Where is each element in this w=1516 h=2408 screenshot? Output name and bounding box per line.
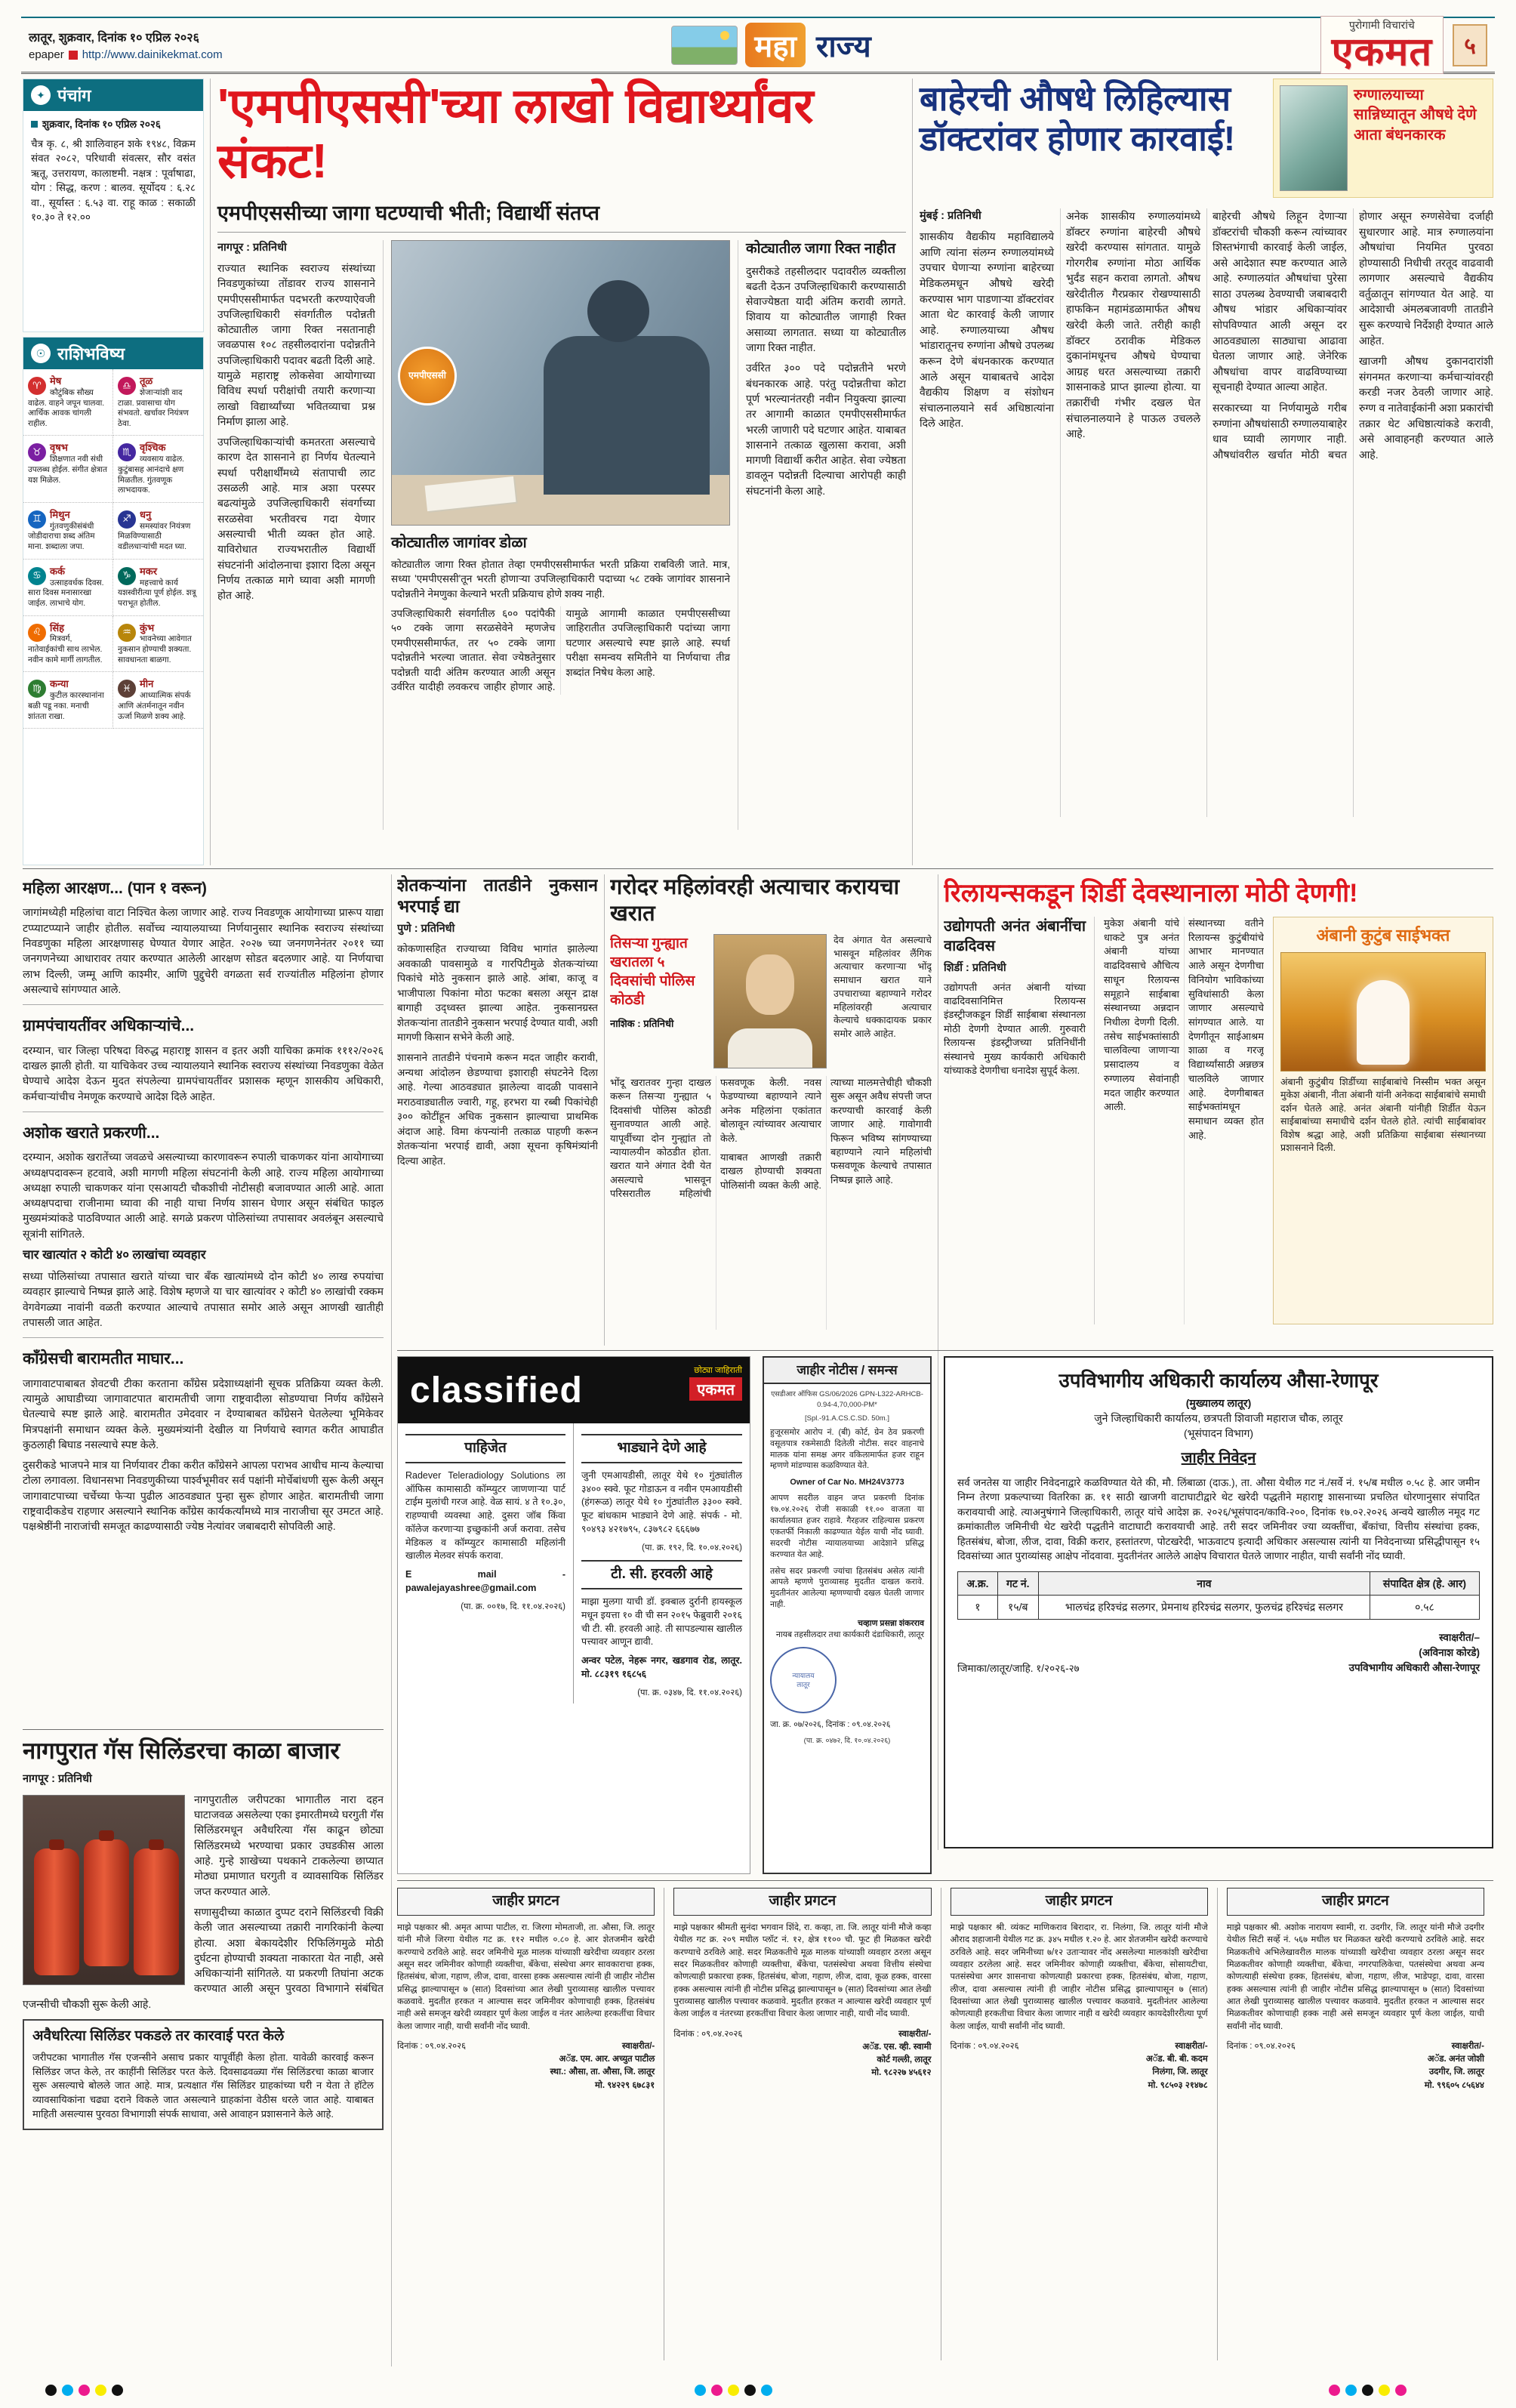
zodiac-entry: ♏ वृश्चिक व्यवसाय वाढेल. कुटुंबासह आनंदाचे क्षण मिळतील. गुंतवणूक लाभदायक. (113, 436, 203, 502)
sub-article-title: उद्योगपती अनंत अंबानींचा वाढदिवस (944, 918, 1086, 954)
section-logo (671, 23, 870, 67)
libra-icon: ♎ (118, 377, 136, 395)
brand-name: एकमत (1331, 30, 1432, 74)
article-paragraph: याबाबत आणखी तक्रारी दाखल होण्याची शक्यता पोलिसांनी व्यक्त केली आहे. त्याच्या मालमत्तेचीही चौकशी सुरू असून अवैध संपत्ती जप्त करण्याची कारवाई केली जाणार आहे. गावोगावी फिरून भविष्य सांगण्याच्या बहाण्याने त्याने महिलांची फसवणूक केल्याचे तपासात निष्पन्न झाले आहे. (720, 1076, 932, 1191)
officer-name: चव्हाण प्रसन्ना शंकरराव (858, 1619, 924, 1629)
table-cell: १ (958, 1596, 998, 1619)
article-mahila-arakshan (23, 877, 384, 997)
article-paragraph: उद्योगपती अनंत अंबानी यांच्या वाढदिवसानिमित्त रिलायन्स इंडस्ट्रीजकडून शिर्डी साईबाबा संस्थानला मोठी देणगी देण्यात आली. गुरुवारी रिलायन्स इंडस्ट्रीजच्या प्रतिनिधींनी संस्थानचे मुख्य कार्यकारी अधिकारी यांच्याकडे देणगीचा धनादेश सुपूर्द केला. (944, 981, 1086, 1077)
advocate-mobile: मो. ९९६०५ ८५६४४ (1424, 2080, 1484, 2090)
shetkari-headline: शेतकऱ्यांना तातडीने नुकसान भरपाई द्या (397, 875, 598, 917)
brand-tagline: पुरोगामी विचारांचे (1348, 19, 1415, 31)
office-department: (भूसंपादन विभाग) (1183, 1427, 1254, 1440)
office-subtitle: (मुख्यालय लातूर) (1185, 1396, 1252, 1409)
gas-headline: नागपुरात गॅस सिलिंडरचा काळा बाजार (23, 1737, 340, 1764)
land-table (957, 1571, 1480, 1620)
ad-reference: (पा. क्र. १९२, दि. १०.०४.२०२६) (642, 1543, 742, 1552)
table-header: गट नं. (997, 1571, 1038, 1595)
classified-wordmark: classified (410, 1370, 583, 1411)
ad-reference: (पा. क्र. ०३४७, दि. ११.०४.२०२६) (637, 1688, 742, 1697)
court-seal: न्यायालय लातूर (770, 1647, 837, 1713)
registration-marks (695, 2385, 772, 2396)
legal-notice: जाहीर प्रगटन माझे पक्षकार श्रीमती सुनंदा भगवान शिंदे, रा. कव्हा, ता. जि. लातूर यांनी मौजे कव्हा येथील गट क्र. २०९ मधील प्लॉट नं. १२, क्षेत्र ११०० चौ. फूट ही मिळकत खरेदी करण्याचे ठरविले आहे. सदर मिळकतीचे मूळ मालक यांच्याशी व्यवहार ठरला असून सदर मिळकतीवर कोणाही व्यक्तीचा, बँकेचा, पतसंस्थेचा अथवा वित्तीय संस्थेचा कोणत्याही प्रकारचा हक्क, हितसंबंध, बोजा, गहाण, लीज, दावा, कूळ हक्क, वारसा हक्क असल्यास त्यांनी ही नोटीस प्रसिद्ध झाल्यापासून ७ (सात) दिवसांच्या आत लेखी पुराव्यासह खालील पत्त्यावर कळवावे. मुदतीत हरकत न आल्यास खरेदी व्यवहार पूर्ण केला जाईल व नंतरच्या हरकतींचा विचार केला जाणार नाही, याची नोंद घ्यावी. दिनांक : ०९.०४.२०२६ स्वाक्षरीत/- अॅड. एस. व्ही. स्वामी कोर्ट गल्ली, लातूर मो. ९८२२७ ४५६१२ (664, 1888, 940, 2360)
page-number: ५ (1453, 24, 1487, 66)
saibhakt-box (1273, 917, 1493, 1324)
notice-paragraph: आपण सदरील वाहन जप्त प्रकरणी दिनांक १७.०४.२०२६ रोजी सकाळी ११.०० वाजता या कार्यालयात हजर राहावे. गैरहजर राहिल्यास प्रकरण एकतर्फी निकाली काढण्यात येईल याची नोंद घ्यावी. सदरची नोटीस न्यायालयाच्या आदेशाने प्रसिद्ध करण्यात येत आहे. (770, 1494, 924, 1559)
article-title: महिला आरक्षण... (पान १ वरून) (23, 880, 207, 897)
legal-notice-date: दिनांक : ०९.०४.२०२६ (950, 2041, 1019, 2051)
rashibhavishya-title: राशिभविष्य (57, 344, 125, 363)
inline-subhead: चार खात्यांत २ कोटी ४० लाखांचा व्यवहार (23, 1248, 206, 1263)
legal-notices-band (397, 1888, 1493, 2360)
zodiac-entry: ♍ कन्या कुटील कारस्थानांना बळी पडू नका. मनाची शांतता राखा. (23, 672, 113, 729)
article-paragraph: सरकारच्या या निर्णयामुळे गरीब रुग्णांना औषधांसाठी रुग्णालयाबाहेर धाव घ्यावी लागणार नाही. औषधांवरील खर्चात मोठी बचत होणार असून रुग्णसेवेचा दर्जाही सुधारणार आहे. मात्र रुग्णालयांना औषधांचा नियमित पुरवठा होण्यासाठी निधीची तरतूद वाढवावी लागणार असल्याचे वैद्यकीय वर्तुळातून सांगण्यात येत आहे. या आदेशाची अंमलबजावणी तातडीने सुरू करण्याचे निर्देशही देण्यात आले आहेत. (1212, 210, 1493, 461)
article-gas (23, 1737, 384, 2366)
notice-ref: जिमाका/लातूर/जाहि. १/२०२६-२७ (957, 1662, 1080, 1674)
table-header: नाव (1038, 1571, 1370, 1595)
cylinder-shape (84, 1839, 129, 1966)
zodiac-entry: ♊ मिथुन गुंतवणुकीसंबंधी जोडीदाराचा शब्द अंतिम माना. शब्दाला जपा. (23, 503, 113, 560)
byline: मुंबई : प्रतिनिधी (920, 210, 981, 222)
office-address: जुने जिल्हाधिकारी कार्यालय, छत्रपती शिवाजी महाराज चौक, लातूर (1094, 1411, 1343, 1424)
rashibhavishya-panel (23, 337, 204, 865)
article-paragraph: दरम्यान, चार जिल्हा परिषदा विरुद्ध महाराष्ट्र शासन व इतर अशी याचिका क्रमांक १११२/२०२६ दाखल झाली होती. या याचिकेवर उच्च न्यायालयाने स्थानिक स्वराज्य संस्थांच्या निवडणुका वेळेत घेण्याचे आदेश देऊन मुदत संपलेल्या ग्रामपंचायतींवर प्रशासक म्हणून शासकीय अधिकारी, कर्मचाऱ्यांचीच नेमणूक करण्याचे आदेश दिले आहेत. (23, 1044, 384, 1102)
mpsc-headline: 'एमपीएससी'च्या लाखो विद्यार्थ्यांवर संकट! (217, 79, 814, 188)
article-paragraph: उर्वरित ३०० पदे पदोन्नतीने भरणे बंधनकारक आहे. परंतु पदोन्नतीचा कोटा पूर्ण भरल्यानंतरही नवीन नियुक्त्या झाल्या तर आगामी काळात एमपीएससीमार्फत भरली जाणारी पदे घटणार आहेत. याबाबत शासनाने तत्काळ खुलासा करावा, अशी मागणी विद्यार्थी करीत आहेत. सेवा ज्येष्ठता डावलून पदोन्नती दिल्याचा आरोपही काही संघटनांनी केला आहे. (746, 362, 906, 497)
kharat-photo (713, 934, 827, 1068)
scenic-thumbnail (671, 26, 738, 65)
zodiac-entry: ♌ सिंह मित्रवर्ग, नातेवाईकांची साथ लाभेल. नवीन कामे मार्गी लागतील. (23, 616, 113, 673)
article-title: काँग्रेसची बारामतीत माघार... (23, 1350, 184, 1368)
registration-marks (45, 2385, 123, 2396)
advocate-mobile: मो. ९८५०३ २१४७८ (1148, 2080, 1208, 2090)
table-row (958, 1596, 1480, 1619)
zodiac-entry: ♑ मकर महत्त्वाचे कार्य यशस्वीरीत्या पूर्ण होईल. शत्रू पराभूत होतील. (113, 560, 203, 616)
ad-heading: भाड्याने देणे आहे (581, 1434, 742, 1463)
article-paragraph: अनेक शासकीय रुग्णालयांमध्ये डॉक्टर रुग्णांना बाहेरची औषधे खरेदी करण्यास सांगतात. यामुळे गोरगरीब रुग्णांना मोठा आर्थिक भुर्दंड सहन करावा लागतो. औषध खरेदीतील गैरप्रकार रोखण्यासाठी हाफकिन महामंडळामार्फत औषध खरेदी केली जाते. तरीही काही डॉक्टर ठरावीक मेडिकल दुकानांमधूनच औषधे घेण्याचा आग्रह धरत असल्याच्या तक्रारी शासनाकडे प्राप्त झाल्या होत्या. या तक्रारींची गंभीर दखल घेत संचालनालयाने हे पाऊल उचलले आहे. (1066, 210, 1200, 440)
table-header: अ.क्र. (958, 1571, 998, 1595)
byline: नागपूर : प्रतिनिधी (217, 241, 287, 254)
signature-title: उपविभागीय अधिकारी औसा-रेणापूर (1348, 1662, 1480, 1674)
legal-notice: जाहीर प्रगटन माझे पक्षकार श्री. अशोक नारायण स्वामी, रा. उदगीर, जि. लातूर यांनी मौजे उदगीर येथील सिटी सर्व्हे नं. ५६७ मधील घर मिळकत खरेदी करण्याचे ठरविले आहे. सदर मिळकतीचे अभिलेखावरील मालक यांच्याशी खरेदीचा व्यवहार ठरला असून सदर मिळकतीवर कोणाही व्यक्तीचा, बँकेचा, नगरपालिकेचा, पतसंस्थेचा अथवा अन्य कोणत्याही संस्थेचा हक्क, हितसंबंध, बोजा, गहाण, लीज, भाडेपट्टा, दावा, वारसा हक्क असल्यास त्यांनी ही जाहीर नोटीस प्रसिद्ध झाल्यापासून ७ (सात) दिवसांच्या आत लेखी पुराव्यासह खालील पत्त्यावर कळवावे. मुदतीत हरकत न आल्यास सदर मिळकतीवर कोणाचाही हक्क नाही असे समजून व्यवहार पूर्ण केला जाईल, याची सर्वांनी नोंद घ्यावी. दिनांक : ०९.०४.२०२६ स्वाक्षरीत/- अॅड. अनंत जोशी उदगीर, जि. लातूर मो. ९९६०५ ८५६४४ (1217, 1888, 1493, 2360)
article-paragraph: दुसरीकडे तहसीलदार पदावरील व्यक्तीला बढती देऊन उपजिल्हाधिकारी करण्यासाठी सेवाज्येष्ठता यादी अंतिम करावी लागते. शिवाय या कोट्यातील जागाही रिक्त असाव्या लागतात. सध्या या कोट्यातील जागा रिक्त नाहीत. (746, 264, 906, 354)
officer-designation: नायब तहसीलदार तथा कार्यकारी दंडाधिकारी, लातूर (775, 1630, 924, 1640)
sub-article-text: जरीपटका भागातील गॅस एजन्सीने असाच प्रकार यापूर्वीही केला होता. यावेळी कारवाई करून सिलिंडर जप्त केले, तर काहींनी सिलिंडर परत केले. दिवसाढवळ्या गॅस सिलिंडरचा काळा बाजार सुरू असल्याचे बोलले जात आहे. मात्र, प्रत्यक्षात गॅस सिलिंडर ग्राहकांच्या घरी न येता ते हॉटेल व्यावसायिकांना चढ्या दराने विकले जात असल्याने ग्राहकांना वेठीस धरले जात आहे. याबाबत माहिती असल्यास पुरवठा विभागाशी संपर्क साधावा, असे आवाहन प्रशासनाने केले आहे. (32, 2051, 374, 2120)
article-paragraph: उपजिल्हाधिकारी संवर्गातील ६०० पदांपैकी ५० टक्के जागा सरळसेवेने म्हणजेच एमपीएससीमार्फत, तर ५० टक्के जागा पदोन्नतीने भरल्या जातात. सेवा ज्येष्ठतेनुसार पदोन्नती यादी अंतिम करण्यात आली असून उर्वरित यादीही लवकरच जाहीर होणार आहे. यामुळे आगामी काळात एमपीएससीच्या जाहिरातीत उपजिल्हाधिकारी पदांच्या जागा घटणार असल्याचे स्पष्ट झाले आहे. स्पर्धा परीक्षा समन्वय समितीने या निर्णयाचा तीव्र शब्दांत निषेध केला आहे. (391, 607, 730, 693)
article-kharat (610, 874, 932, 1346)
article-lead: देव अंगात येत असल्याचे भासवून महिलांवर लैंगिक अत्याचार करणाऱ्या भोंदू समाधान खरात याने उपचाराच्या बहाण्याने गरोदर महिलांवरही अत्याचार केल्याचे धक्कादायक प्रकार समोर आले आहेत. (833, 934, 932, 1039)
article-paragraph: नागपुरातील जरीपटका भागातील नारा दहन घाटाजवळ असलेल्या एका इमारतीमध्ये घरगुती गॅस सिलिंडरमधून अवैधरित्या गॅस काढून छोट्या सिलिंडरमध्ये भरण्याचा प्रकार उघडकीस आला आहे. गुन्हे शाखेच्या पथकाने टाकलेल्या छाप्यात मोठ्या प्रमाणात घरगुती व व्यावसायिक सिलिंडर जप्त करण्यात आले. (194, 1793, 384, 1898)
panchang-panel (23, 79, 204, 332)
website-link[interactable]: http://www.dainikekmat.com (82, 48, 223, 61)
article-mpsc (217, 79, 906, 865)
notice-body: सर्व जनतेस या जाहीर निवेदनाद्वारे कळविण्यात येते की, मौ. लिंबाळा (दाऊ.), ता. औसा येथील गट नं./सर्वे नं. १५/ब मधील ०.५८ हे. आर जमीन निम्न तेरणा प्रकल्पाच्या वितरिका क्र. ११ साठी खाजगी वाटाघाटीद्वारे थेट खरेदी पद्धतीने महाराष्ट्र शासनाच्या प्रचलित धोरणानुसार संपादित करावयाची आहे. त्याअनुषंगाने जिल्हाधिकारी, लातूर यांचे आदेश क्र. २०२६/भूसंपादन/कावि-२००, दिनांक १७.०२.२०२६ अन्वये खालील नमूद गट क्रमांकातील जमिनीची थेट खरेदी पद्धतीने वाटाघाटी करावयाची आहे. तरी सदर जमिनीवर ज्या व्यक्तींचा, बँकांचा, वित्तीय संस्थांचा हक्क, हितसंबंध, बोजा, लीज, दावा, विक्री करार, हस्तांतरण, पोटखरेदी, भाऊवाटप इत्यादी अधिकार असल्यास त्यांनी या निवेदनाच्या प्रसिद्धीपासून १५ दिवसांच्या आत पुराव्यांसह आक्षेप नोंदवावा. मुदतीनंतर आलेले आक्षेप विचारात घेतले जाणार नाहीत, याची सर्वांनी नोंद घ्यावी. (957, 1476, 1480, 1562)
signature-label: स्वाक्षरीत/– (1439, 1631, 1480, 1643)
legal-notice-body: माझे पक्षकार श्रीमती सुनंदा भगवान शिंदे, रा. कव्हा, ता. जि. लातूर यांनी मौजे कव्हा येथील गट क्र. २०९ मधील प्लॉट नं. १२, क्षेत्र ११०० चौ. फूट ही मिळकत खरेदी करण्याचे ठरविले आहे. सदर मिळकतीचे मूळ मालक यांच्याशी व्यवहार ठरला असून सदर मिळकतीवर कोणाही व्यक्तीचा, बँकेचा, पतसंस्थेचा अथवा वित्तीय संस्थेचा कोणत्याही प्रकारचा हक्क, हितसंबंध, बोजा, गहाण, लीज, दावा, कूळ हक्क, वारसा हक्क असल्यास त्यांनी ही नोटीस प्रसिद्ध झाल्यापासून ७ (सात) दिवसांच्या आत लेखी पुराव्यासह खालील पत्त्यावर कळवावे. मुदतीत हरकत न आल्यास खरेदी व्यवहार पूर्ण केला जाईल व नंतरच्या हरकतींचा विचार केला जाणार नाही, याची नोंद घ्यावी. (673, 1922, 932, 2019)
advocate-mobile: मो. ९८२२७ ४५६१२ (871, 2068, 932, 2078)
article-title: अशोक खराते प्रकरणी... (23, 1124, 160, 1142)
legal-notice-title: जाहीर प्रगटन (673, 1888, 931, 1916)
panchang-date: शुक्रवार, दिनांक १० एप्रिल २०२६ (42, 119, 161, 130)
article-ashok-kharate (23, 1112, 384, 1330)
doctor-headline: बाहेरची औषधे लिहिल्यास डॉक्टरांवर होणार कारवाई! (920, 79, 1235, 159)
legal-notice: जाहीर प्रगटन माझे पक्षकार श्री. व्यंकट माणिकराव बिरादार, रा. निलंगा, जि. लातूर यांनी मौजे औराद शहाजानी येथील गट क्र. ३४५ मधील १.२० हे. आर शेतजमीन खरेदी करण्याचे ठरविले आहे. सदर जमिनीच्या ७/१२ उताऱ्यावर नोंद असलेल्या मालकांशी खरेदीचा व्यवहार ठरलेला आहे. सदर जमिनीवर कोणाही व्यक्तीचा, बँकेचा, सोसायटीचा, पतसंस्थेचा अगर शासनाचा कोणत्याही प्रकारचा हक्क, हितसंबंध, बोजा, गहाण, लीज, दावा असल्यास त्यांनी ही जाहीर नोटीस प्रसिद्ध झाल्यापासून ७ (सात) दिवसांच्या आत लेखी पुराव्यासह खालील पत्त्यावर कळवावे. मुदतीनंतर आलेल्या कोणत्याही हरकतीचा विचार केला जाणार नाही व खरेदी व्यवहार कायदेशीररीत्या पूर्ण केला जाईल, याची सर्वांनी नोंद घ्यावी. दिनांक : ०९.०४.२०२६ स्वाक्षरीत/- अॅड. बी. बी. कदम निलंगा, जि. लातूर मो. ९८५०३ २१४७८ (941, 1888, 1217, 2360)
legal-notice-title: जाहीर प्रगटन (951, 1888, 1208, 1916)
aries-icon: ♈ (28, 377, 46, 395)
epaper-label: epaper (29, 48, 64, 61)
sub-article-title: अवैधरित्या सिलिंडर पकडले तर कारवाई परत केले (32, 2027, 285, 2044)
advocate-mobile: मो. ९४२२९ ६७८३१ (595, 2080, 655, 2090)
govt-notice (944, 1356, 1493, 1848)
ad-email[interactable]: E mail - pawalejayashree@gmail.com (405, 1569, 565, 1593)
article-paragraph: सणासुदीच्या काळात दुप्पट दराने सिलिंडरची विक्री केली जात असल्याच्या तक्रारी नागरिकांनी केल्या होत्या. अशा बेकायदेशीर रिफिलिंगमुळे मोठी दुर्घटना होण्याची शक्यता नाकारता येत नाही, असे अधिकाऱ्यांनी सांगितले. या प्रकरणी तिघांना अटक करण्यात आली असून पुरवठा विभागाने संबंधित एजन्सीची चौकशी सुरू केली आहे. (23, 1905, 384, 2010)
classified-column (398, 1423, 574, 1703)
photo-caption-head: कोट्यातील जागांवर डोळा (391, 534, 527, 551)
mpsc-subhead: एमपीएससीच्या जागा घटण्याची भीती; विद्यार्थी संतप्त (217, 201, 600, 224)
table-cell: १५/ब (997, 1596, 1038, 1619)
bullet-icon (31, 121, 38, 128)
panchang-title: पंचांग (57, 86, 91, 105)
taurus-icon: ♉ (28, 443, 46, 461)
classified-tagline: छोट्या जाहिराती (694, 1366, 742, 1375)
gas-sub-article (23, 2019, 384, 2130)
article-paragraph: दुसरीकडे भाजपने मात्र या निर्णयावर टीका करीत काँग्रेसने आपला पराभव आधीच मान्य केल्याचा टोला लगावला. विधानसभा निवडणुकीच्या पार्श्वभूमीवर सर्व पक्षांनी मोर्चेबांधणी सुरू केली असून जागावाटपाच्या चर्चेच्या फेऱ्या पुढील आठवड्यात पुन्हा सुरू होणार आहेत. बारामतीची जागा राष्ट्रवादीकडेच राहणार असल्याने स्थानिक काँग्रेस कार्यकर्त्यांमध्ये मात्र नाराजीचा सूर उमटत आहे. पक्षश्रेष्ठींनी नाराजांची समजूत काढण्यासाठी ज्येष्ठ नेत्यांवर जबाबदारी सोपविली आहे. (23, 1459, 384, 1533)
photo-caption-text: कोट्यातील जागा रिक्त होतात तेव्हा एमपीएससीमार्फत भरती प्रक्रिया राबविली जाते. मात्र, सध्या 'एमपीएससी'तून भरती होणाऱ्या उपजिल्हाधिकारी पदाच्या ५८ टक्के जागांवर शासनाने पदोन्नतीने नेमणुका केल्याने भरती प्रक्रियाच होणे शक्य नाही. (391, 558, 730, 600)
article-paragraph: सध्या पोलिसांच्या तपासात खराते यांच्या चार बँक खात्यांमध्ये दोन कोटी ४० लाख रुपयांचा व्यवहार झाल्याचे निष्पन्न झाले आहे. विशेष म्हणजे या चार खात्यांवर २ कोटी ४० लाखांची रक्कम वेगवेगळ्या नावांनी वळती करण्यात आल्याचे तपासात समोर आले असून आणखी खातीही तपासली जात आहेत. (23, 1269, 384, 1328)
panchang-body: चैत्र कृ. ८, श्री शालिवाहन शके १९४८, विक्रम संवत २०८२, परिधावी संवत्सर, सौर वसंत ऋतू, उत्तरायण, कालाष्टमी. नक्षत्र : पूर्वाषाढा, योग : सिद्ध, करण : बालव. सूर्योदय : ६.२८ वा., सूर्यास्त : ६.५३ वा. राहू काळ : सकाळी १०.३० ते १२.०० (31, 137, 196, 224)
pisces-icon: ♓ (118, 680, 136, 698)
section-logo-part2: राज्य (815, 30, 871, 63)
medicine-photo (1280, 85, 1348, 191)
dateline-block (29, 29, 223, 61)
sai-idol-silhouette (1357, 980, 1410, 1065)
table-cell: भालचंद्र हरिश्चंद्र सलगर, प्रेमनाथ हरिश्चंद्र सलगर, फुलचंद्र हरिश्चंद्र सलगर (1038, 1596, 1370, 1619)
article-doctor (920, 79, 1493, 865)
mpsc-photo (391, 240, 730, 526)
article-paragraph: शासकीय वैद्यकीय महाविद्यालये आणि त्यांना संलग्न रुग्णालयांमध्ये उपचार घेणाऱ्या रुग्णांना बाहेरच्या मेडिकलमधून औषधे खरेदी करण्यास भाग पाडणाऱ्या डॉक्टरांवर आता थेट कारवाई केली जाणार आहे. रुग्णालयाच्या औषध भांडारातूनच रुग्णांना औषधे उपलब्ध करून देणे बंधनकारक करण्यात आले असून याबाबतचे आदेश वैद्यकीय शिक्षण व संशोधन संचालनालयाने सर्व अधिष्ठात्यांना दिले आहेत. (920, 230, 1054, 430)
sai-photo (1280, 952, 1486, 1071)
kharat-headline: गरोदर महिलांवरही अत्याचार करायचा खरात (610, 875, 900, 927)
registration-marks (1329, 2385, 1407, 2396)
legal-notice-date: दिनांक : ०९.०४.२०२६ (397, 2041, 467, 2051)
notice-car-number: Owner of Car No. MH24V3773 (790, 1478, 904, 1488)
legal-notice-date: दिनांक : ०९.०४.२०२६ (1226, 2041, 1296, 2051)
article-grampanchayat (23, 1004, 384, 1104)
notice-ref: [Spl.-91.A.CS.C.SD. 50m.] (805, 1414, 889, 1423)
article-paragraph: कोकणासहित राज्याच्या विविध भागांत झालेल्या अवकाळी पावसामुळे व गारपिटीमुळे शेतकऱ्यांच्या पिकांचे मोठे नुकसान झाले आहे. आंबा, काजू व भाजीपाला पिकांना मोठा फटका बसला असून द्राक्ष बागाही उद्ध्वस्त झाल्या आहेत. नुकसानग्रस्त शेतकऱ्यांना तातडीने नुकसान भरपाई देण्यात यावी, अशी मागणी किसान सभेने केली आहे. (397, 943, 598, 1044)
brand-box (1320, 16, 1444, 74)
notice-ref: एसडीआर ऑफिस GS/06/2026 GPN-L322-ARHCB-0.94-4,70,000-PM* (771, 1390, 923, 1409)
saibhakt-title: अंबानी कुटुंब साईभक्त (1316, 926, 1450, 945)
gas-cylinder-photo (23, 1795, 185, 1985)
section-logo-part1: महा (745, 23, 806, 67)
article-paragraph: जागावाटपाबाबत शेवटची टीका करताना काँग्रेस प्रदेशाध्यक्षांनी सूचक प्रतिक्रिया व्यक्त केली. त्यामुळे आघाडीच्या जागावाटपात बारामतीची जागा राष्ट्रवादीला सोडण्याचा निर्णय काँग्रेसने घेतल्याचे स्पष्ट झाले आहे. बारामतीत उमेदवार न देण्याबाबत काँग्रेसने घेतलेल्या भूमिकेवर मित्रपक्षांनी समाधान व्यक्त केले. मुख्यमंत्र्यांनी देखील या निर्णयाचे स्वागत करीत आघाडीत कुठलाही बिघाड नसल्याचे स्पष्ट केले. (23, 1377, 384, 1451)
reliance-headline: रिलायन्सकडून शिर्डी देवस्थानाला मोठी देणगी! (944, 879, 1358, 908)
advocate-name: अॅड. एस. व्ही. स्वामी (862, 2042, 932, 2052)
notice-heading: जाहीर निवेदन (1181, 1449, 1256, 1466)
byline: नाशिक : प्रतिनिधी (610, 1018, 674, 1030)
article-title: ग्रामपंचायतींवर अधिकाऱ्यांचे... (23, 1017, 195, 1035)
table-header: संपादित क्षेत्र (हे. आर) (1370, 1571, 1479, 1595)
kharat-subhead: तिसऱ्या गुन्ह्यात खरातला ५ दिवसांची पोलिस कोठडी (610, 935, 695, 1008)
photo-person-body (728, 1028, 812, 1068)
zodiac-entry: ♓ मीन आध्यात्मिक संपर्क आणि अंतर्मनातून नवीन ऊर्जा मिळणे शक्य आहे. (113, 672, 203, 729)
zodiac-icon: ☉ (31, 344, 51, 363)
zodiac-entry: ♈ मेष कौटुंबिक सौख्य वाढेल. वाहने जपून चालवा. आर्थिक आवक चांगली राहील. (23, 369, 113, 436)
article-paragraph: जागांमध्येही महिलांचा वाटा निश्चित केला जाणार आहे. राज्य निवडणूक आयोगाच्या प्रारूप याद्या टप्प्याटप्प्याने जाहीर होतील. सर्वोच्च न्यायालयाच्या निर्णयानुसार स्थानिक स्वराज्य संस्थांच्या निवडणुका महिला आरक्षणासह घेण्यात येणार आहेत. २०२७ च्या जनगणनेनंतर २०११ च्या जनगणनेच्या आधारावर तयार करण्यात आलेली आरक्षण सोडत बदलणार आहे. या निर्णयाचा लाभ दिल्ली, जम्मू आणि काश्मीर, आणि पुद्दुचेरी वगळता सर्व राज्यांतील महिलांना होणार असल्याचे सांगण्यात आले. (23, 906, 384, 995)
rashibhavishya-header (23, 338, 203, 369)
notice-paragraph: हुजूरसमोर आरोप नं. (बी) कोर्ट, ग्रेन ठेव प्रकरणी वसूलपात्र रकमेसाठी दिलेली नोटीस. सदर वाहनाचे मालक यांना समक्ष अगर वकिलामार्फत हजर राहून म्हणणे मांडण्यास कळविण्यात येते. (770, 1427, 924, 1471)
notice-title: जाहीर नोटीस / समन्स (764, 1358, 930, 1384)
ad-reference: (पा. क्र. ००१७, दि. ११.०४.२०२६) (461, 1602, 565, 1611)
classified-logo (398, 1357, 750, 1423)
saibhakt-text: अंबानी कुटुंबीय शिर्डीच्या साईबाबांचे निस्सीम भक्त असून मुकेश अंबानी, नीता अंबानी यांनी अनेकदा साईबाबांचे समाधी दर्शन घेतले आहे. अनंत अंबानी यांनीही शिर्डीत येऊन साईबाबांच्या समाधीचे दर्शन घेतले होते. त्यांची साईबाबांवर विशेष श्रद्धा आहे, अशी प्रतिक्रिया साईबाबा संस्थानच्या प्रशासनाने दिली. (1280, 1076, 1486, 1154)
court-notice (763, 1356, 932, 1874)
classified-section (397, 1356, 750, 1874)
legal-notice: जाहीर प्रगटन माझे पक्षकार श्री. अमृत आप्पा पाटील, रा. जिरगा मोमताजी, ता. औसा, जि. लातूर यांनी मौजे जिरगा येथील गट क्र. ११२ मधील ०.८० हे. आर शेतजमीन खरेदी करण्याचे ठरविले आहे. सदर जमिनीचे मूळ मालक यांच्याशी खरेदीचा व्यवहार ठरला असून सदर जमिनीवर कोणाही व्यक्तीचा, बँकेचा, संस्थेचा अगर सावकाराचा हक्क, हितसंबंध, बोजा, गहाण, लीज, दावा, वारसा हक्क असल्यास त्यांनी ही जाहीर नोटीस प्रसिद्ध झाल्यापासून ७ (सात) दिवसांच्या आत लेखी पुराव्यासह खालील पत्त्यावर कळवावे. मुदतीत हरकत न आल्यास सदर जमिनीवर कोणाचाही हक्क, हितसंबंध नाही असे समजून खरेदी व्यवहार पूर्ण केला जाईल व नंतर आलेल्या हरकतींचा विचार केला जाणार नाही, याची सर्वांनी नोंद घ्यावी. दिनांक : ०९.०४.२०२६ स्वाक्षरीत/- अॅड. एम. आर. अच्युत पाटील स्था.: औसा, ता. औसा, जि. लातूर मो. ९४२२९ ६७८३१ (397, 1888, 664, 2360)
article-paragraph: बाहेरची औषधे लिहून देणाऱ्या डॉक्टरांची चौकशी करून त्यांच्यावर शिस्तभंगाची कारवाई केली जाईल, असे आदेशात स्पष्ट करण्यात आले आहे. रुग्णालयांत औषधांचा पुरेसा साठा उपलब्ध ठेवण्याची जबाबदारी औषध भांडार अधिकाऱ्यांवर सोपविण्यात आली असून दर आठवड्याला साठ्याचा आढावा घेतला जाणार आहे. जेनेरिक औषधांचा वापर वाढविण्याच्या सूचनाही देण्यात आल्या आहेत. (1212, 210, 1347, 393)
ad-heading: पाहिजेत (405, 1434, 565, 1463)
advocate-name: अॅड. अनंत जोशी (1427, 2055, 1484, 2064)
highlight-text: रुग्णालयाच्या सान्निध्यातून औषधे देणे आता बंधनकारक (1354, 87, 1477, 143)
dateline: लातूर, शुक्रवार, दिनांक १० एप्रिल २०२६ (29, 32, 199, 45)
article-paragraph: संस्थानच्या वतीने रिलायन्स कुटुंबीयांचे आभार मानण्यात आले असून देणगीचा विनियोग भाविकांच्या सुविधांसाठी केला जाणार असल्याचे सांगण्यात आले. या देणगीतून साईआश्रम शाळा व गरजू विद्यार्थ्यांसाठी अन्नछत्र चालविले जाणार आहे. देणगीबाबत साईभक्तांमधून समाधान व्यक्त होत आहे. (1188, 917, 1264, 1141)
article-paragraph: राज्यात स्थानिक स्वराज्य संस्थांच्या निवडणुकांच्या तोंडावर राज्य शासनाने एमपीएससीमार्फत पदभरती करण्याऐवजी उपजिल्हाधिकारी संवर्गातील पदोन्नती कोट्यातील जागा रिक्त नसतानाही जवळपास १०८ तहसीलदारांना पदोन्नतीने उपजिल्हाधिकारी पदावर बढती दिली आहे. यामुळे महाराष्ट्र लोकसेवा आयोगाच्या विविध स्पर्धा परीक्षांची तयारी करणाऱ्या लाखो विद्यार्थ्यांच्या भवितव्याचा प्रश्न निर्माण झाला आहे. (217, 261, 375, 427)
virgo-icon: ♍ (28, 680, 46, 698)
article-anant-birthday (944, 917, 1095, 1324)
table-cell: ०.५८ (1370, 1596, 1479, 1619)
ad-text: जुनी एमआयडीसी, लातूर येथे १० गुंठ्यांतील ३४०० स्क्वे. फूट गोडाऊन व नवीन एमआयडीसी (हंगरूळ) लातूर येथे १० गुंठ्यांतील ३३०० स्क्वे. फूट बांधकाम भाड्याने देणे आहे. संपर्क - मो. ९०४९३ ४२१७९५, ८३७९८२ ६६६७७ (581, 1469, 742, 1534)
advocate-name: अॅड. एम. आर. अच्युत पाटील (559, 2055, 655, 2064)
legal-notice-date: दिनांक : ०९.०४.२०२६ (673, 2029, 743, 2039)
zodiac-entry: ♋ कर्क उत्साहवर्धक दिवस. सारा दिवस मनासारखा जाईल. लाभाचे योग. (23, 560, 113, 616)
photo-person-silhouette (544, 336, 710, 495)
photo-person-head (587, 280, 649, 342)
legal-notice-body: माझे पक्षकार श्री. व्यंकट माणिकराव बिरादार, रा. निलंगा, जि. लातूर यांनी मौजे औराद शहाजानी येथील गट क्र. ३४५ मधील १.२० हे. आर शेतजमीन खरेदी करण्याचे ठरविले आहे. सदर जमिनीच्या ७/१२ उताऱ्यावर नोंद असलेल्या मालकांशी खरेदीचा व्यवहार ठरलेला आहे. सदर जमिनीवर कोणाही व्यक्तीचा, बँकेचा, सोसायटीचा, पतसंस्थेचा अगर शासनाचा कोणत्याही प्रकारचा हक्क, हितसंबंध, बोजा, गहाण, लीज, दावा असल्यास त्यांनी ही जाहीर नोटीस प्रसिद्ध झाल्यापासून ७ (सात) दिवसांच्या आत लेखी पुराव्यासह खालील पत्त्यावर कळवावे. मुदतीनंतर आलेल्या कोणत्याही हरकतीचा विचार केला जाणार नाही व खरेदी व्यवहार कायदेशीररीत्या पूर्ण केला जाईल, याची सर्वांनी नोंद घ्यावी. (950, 1922, 1208, 2031)
cylinder-shape (34, 1848, 79, 1975)
advocate-name: अॅड. बी. बी. कदम (1145, 2055, 1208, 2064)
notice-dateline: जा. क्र. ०७/२०२६, दिनांक : ०९.०४.२०२६ (770, 1719, 891, 1729)
cylinder-shape (134, 1848, 179, 1975)
zodiac-entry: ♐ धनु समस्यांवर नियंत्रण मिळविण्यासाठी वडीलधाऱ्यांची मदत घ्या. (113, 503, 203, 560)
notice-paragraph: तसेच सदर प्रकरणी ज्यांचा हितसंबंध असेल त्यांनी आपले म्हणणे पुराव्यासह मुदतीत दाखल करावे. मुदतीनंतर आलेल्या म्हणण्याची दखल घेतली जाणार नाही. (770, 1566, 924, 1610)
sagittarius-icon: ♐ (118, 510, 136, 529)
article-shetkari (397, 874, 598, 1346)
signature-name: (अविनाश कोरडे) (1419, 1646, 1480, 1658)
classified-column (574, 1423, 750, 1703)
leo-icon: ♌ (28, 624, 46, 642)
legal-notice-title: जाहीर प्रगटन (397, 1888, 655, 1916)
mpsc-logo-badge: एमपीएससी (398, 347, 457, 405)
zodiac-entry: ♉ वृषभ शिक्षणात नवी संधी उपलब्ध होईल. संगीत क्षेत्रात यश मिळेल. (23, 436, 113, 502)
notice-ref-bottom: (पा. क्र. ०४७२, दि. १०.०४.२०२६) (803, 1736, 891, 1745)
article-paragraph: उपजिल्हाधिकाऱ्यांची कमतरता असल्याचे कारण देत शासनाने हा निर्णय घेतल्याने स्पर्धा परीक्षार्थींमध्ये संतापाची लाट उसळली आहे. मात्र अशा परस्पर बढत्यांमुळे उपजिल्हाधिकारी संवर्गाच्या सरळसेवा भरतीवरच गदा येणार असल्याची भीती व्यक्त होत आहे. याविरोधात राज्यभरातील विद्यार्थी संघटनांनी आंदोलनाचा इशारा दिला असून निर्णय तत्काळ मागे घ्यावा अशी मागणी होत आहे. (217, 436, 375, 602)
doctor-highlight-box (1273, 79, 1493, 198)
article-paragraph: भोंदू खरातवर गुन्हा दाखल करून तिसऱ्या गुन्ह्यात ५ दिवसांची पोलिस कोठडी सुनावण्यात आली आहे. यापूर्वीच्या दोन गुन्ह्यांत तो न्यायालयीन कोठडीत होता. खरात याने अंगात देवी येत असल्याचे भासवून परिसरातील महिलांची फसवणूक केली. नवस फेडण्याच्या बहाण्याने त्याने अनेक महिलांना एकांतात बोलावून त्यांच्यावर अत्याचार केले. (610, 1076, 821, 1200)
article-paragraph: खाजगी औषध दुकानदारांशी संगनमत करणाऱ्या कर्मचाऱ्यांवरही करडी नजर ठेवली जाणार आहे. रुग्ण व नातेवाईकांनी अशा प्रकारांची तक्रार थेट अधिष्ठात्यांकडे करावी, असे आवाहनही करण्यात आले आहे. (1359, 355, 1493, 461)
sub-headline: कोट्यातील जागा रिक्त नाहीत (746, 240, 896, 257)
gemini-icon: ♊ (28, 510, 46, 529)
ad-text: Radever Teleradiology Solutions ला ऑफिस कामासाठी कॉम्प्युटर जाणणाऱ्या पार्ट टाईम मुलांची गरज आहे. वेळ सायं. ४ ते १०.३०, राहण्याची व्यवस्था आहे. दुसरा जॉब किंवा कॉलेज करणाऱ्या इच्छुकांनी अर्ज करावा. तसेच मेडिकल व कॉम्प्युटर कामासाठी महिलांनी खालील मेलवर संपर्क करावा. (405, 1469, 565, 1562)
legal-notice-title: जाहीर प्रगटन (1227, 1888, 1484, 1916)
capricorn-icon: ♑ (118, 567, 136, 585)
article-paragraph: शासनाने तातडीने पंचनामे करून मदत जाहीर करावी, अन्यथा आंदोलन छेडण्याचा इशाराही संघटनेने दिला आहे. गेल्या आठवड्यात झालेल्या वादळी पावसाने मराठवाड्यातील ज्वारी, गहू, हरभरा या रब्बी पिकांचेही ३०० कोटींहून अधिक नुकसान झाल्याचा प्राथमिक अंदाज आहे. विमा कंपन्यांनी तत्काळ पाहणी करून शेतकऱ्यांना भरपाई द्यावी, अशा सूचना कृषिमंत्र्यांनी दिल्या आहेत. (397, 1052, 598, 1167)
cancer-icon: ♋ (28, 567, 46, 585)
byline: पुणे : प्रतिनिधी (397, 923, 455, 936)
calendar-icon: ✦ (31, 85, 51, 105)
epaper-icon (69, 51, 78, 60)
zodiac-entry: ♎ तूळ शेजाऱ्यांशी वाद टाळा. प्रवासाचा योग संभवतो. खर्चावर नियंत्रण ठेवा. (113, 369, 203, 436)
article-paragraph: मुकेश अंबानी यांचे धाकटे पुत्र अनंत अंबानी यांच्या वाढदिवसाचे औचित्य साधून रिलायन्स समूहाने साईबाबा संस्थानच्या अन्नदान निधीला देणगी दिली. तसेच साईभक्तांसाठी चालविल्या जाणाऱ्या प्रसादालय व रुग्णालय सेवांनाही मदत जाहीर करण्यात आली. (1104, 917, 1179, 1113)
zodiac-grid (23, 369, 203, 729)
ad-text: माझा मुलगा याची डॉ. इक्बाल दुर्रानी हायस्कूल मधून इयत्ता १० वी ची सन २०१५ फेब्रुवारी २०१६ ची टी. सी. हरवली आहे. ती सापडल्यास खालील पत्त्यावर आणून द्यावी. (581, 1596, 742, 1648)
article-paragraph: दरम्यान, अशोक खरातेंच्या जवळचे असल्याच्या कारणावरून रुपाली चाकणकर यांना आयोगाच्या अध्यक्षपदावरून हटवावे, अशी मागणी महिला संघटनांनी केली आहे. राज्य महिला आयोगाच्या अध्यक्षा रुपाली चाकणकर यांना एसआयटी चौकशीची नोटीसही बजावण्यात आली आहे. आता अध्यक्षपदाचा राजीनामा घ्यावा की नाही याचा निर्णय शासन घेणार असून संबंधित फाइल मुख्यमंत्र्यांकडे पाठविण्यात आली आहे. सगळे प्रकरण पोलिसांच्या तपासावर अवलंबून असल्याचे सूत्रांनी सांगितले. (23, 1151, 384, 1240)
legal-notice-body: माझे पक्षकार श्री. अशोक नारायण स्वामी, रा. उदगीर, जि. लातूर यांनी मौजे उदगीर येथील सिटी सर्व्हे नं. ५६७ मधील घर मिळकत खरेदी करण्याचे ठरविले आहे. सदर मिळकतीचे अभिलेखावरील मालक यांच्याशी खरेदीचा व्यवहार ठरला असून सदर मिळकतीवर कोणाही व्यक्तीचा, बँकेचा, नगरपालिकेचा, पतसंस्थेचा अथवा अन्य कोणत्याही संस्थेचा हक्क, हितसंबंध, बोजा, गहाण, लीज, भाडेपट्टा, दावा, वारसा हक्क असल्यास त्यांनी ही जाहीर नोटीस प्रसिद्ध झाल्यापासून ७ (सात) दिवसांच्या आत लेखी पुराव्यासह खालील पत्त्यावर कळवावे. मुदतीत हरकत न आल्यास सदर मिळकतीवर कोणाचाही हक्क नाही असे समजून व्यवहार पूर्ण केला जाईल, याची सर्वांनी नोंद घ्यावी. (1226, 1922, 1484, 2031)
zodiac-entry: ♒ कुंभ भावनेच्या आवेगात नुकसान होण्याची शक्यता. सावधानता बाळगा. (113, 616, 203, 673)
office-title: उपविभागीय अधिकारी कार्यालय औसा-रेणापूर (1058, 1369, 1379, 1392)
ad-address: अन्वर पटेल, नेहरू नगर, खडगाव रोड, लातूर. मो. ८८३१९ १६८५६ (581, 1655, 742, 1679)
ad-heading: टी. सी. हरवली आहे (581, 1560, 742, 1589)
continuation-column (23, 874, 384, 1723)
article-reliance (944, 874, 1493, 1346)
aquarius-icon: ♒ (118, 624, 136, 642)
panchang-header (23, 79, 203, 111)
byline: नागपूर : प्रतिनिधी (23, 1772, 92, 1785)
masthead-bar (21, 17, 1495, 74)
scorpio-icon: ♏ (118, 443, 136, 461)
legal-notice-body: माझे पक्षकार श्री. अमृत आप्पा पाटील, रा. जिरगा मोमताजी, ता. औसा, जि. लातूर यांनी मौजे जिरगा येथील गट क्र. ११२ मधील ०.८० हे. आर शेतजमीन खरेदी करण्याचे ठरविले आहे. सदर जमिनीचे मूळ मालक यांच्याशी खरेदीचा व्यवहार ठरला असून सदर जमिनीवर कोणाही व्यक्तीचा, बँकेचा, संस्थेचा अगर सावकाराचा हक्क, हितसंबंध, बोजा, गहाण, लीज, दावा, वारसा हक्क असल्यास त्यांनी ही जाहीर नोटीस प्रसिद्ध झाल्यापासून ७ (सात) दिवसांच्या आत लेखी पुराव्यासह खालील पत्त्यावर कळवावे. मुदतीत हरकत न आल्यास सदर जमिनीवर कोणाचाही हक्क, हितसंबंध नाही असे समजून खरेदी व्यवहार पूर्ण केला जाईल व नंतर आलेल्या हरकतींचा विचार केला जाणार नाही, याची सर्वांनी नोंद घ्यावी. (397, 1922, 655, 2031)
byline: शिर्डी : प्रतिनिधी (944, 962, 1006, 974)
photo-person-face (746, 954, 794, 1015)
classified-brand: एकमत (689, 1377, 742, 1401)
article-congress-baramati (23, 1337, 384, 1534)
